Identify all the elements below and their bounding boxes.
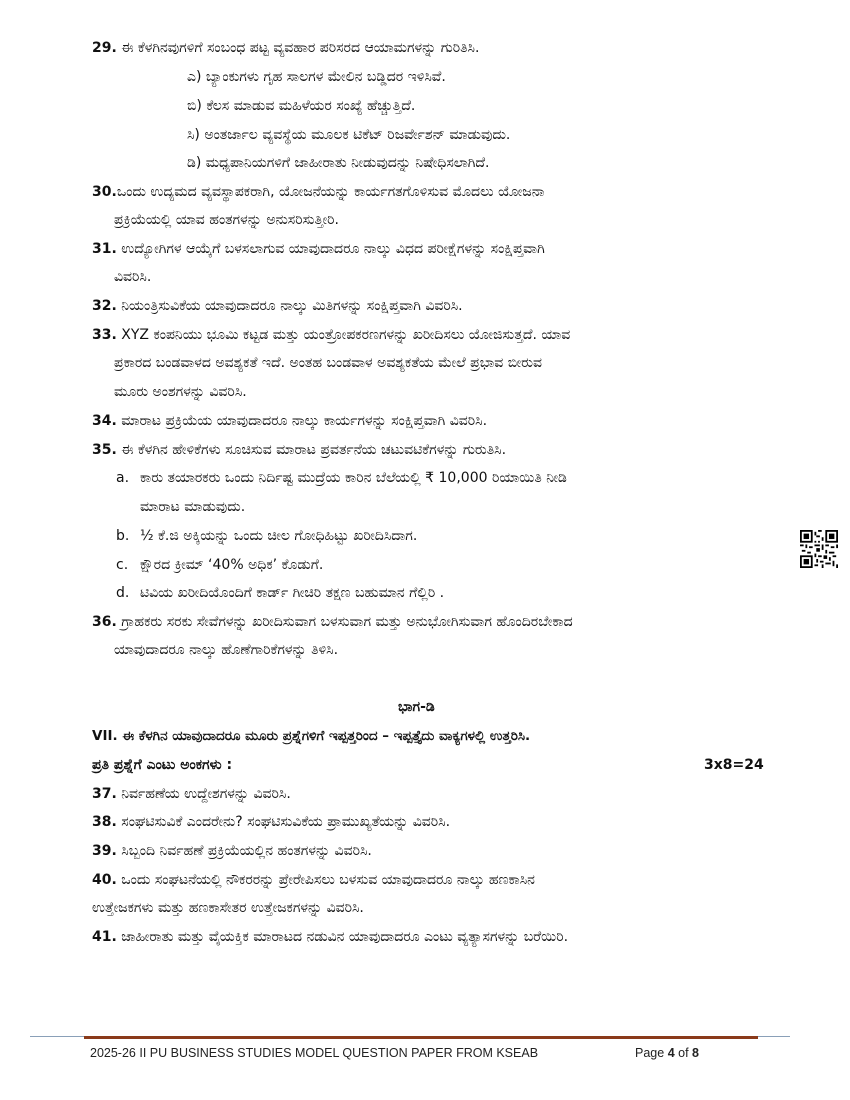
question-29 [92,38,479,58]
marks-value: 3x8=24 [704,757,764,773]
question-text: ಮಾರಾಟ ಪ್ರಕ್ರಿಯೆಯ ಯಾವುದಾದರೂ ನಾಲ್ಕು ಕಾರ್ಯಗಳನ್ನು ಸಂಕ್ಷಿಪ್ತವಾಗಿ ವಿವರಿಸಿ. [121,413,488,429]
question-39 [92,841,372,861]
question-number: 39. [92,843,117,859]
question-text: ಈ ಕೆಳಗಿನ ಹೇಳಿಕೆಗಳು ಸೂಚಿಸುವ ಮಾರಾಟ ಪ್ರವರ್ತನೆಯ ಚಟುವಟಿಕೆಗಳನ್ನು ಗುರುತಿಸಿ. [121,442,507,458]
page-total: 8 [692,1046,699,1060]
question-text: ಒಂದು ಸಂಘಟನೆಯಲ್ಲಿ ನೌಕರರನ್ನು ಪ್ರೇರೇಪಿಸಲು ಬಳಸುವ ಯಾವುದಾದರೂ ನಾಲ್ಕು ಹಣಕಾಸಿನ [121,872,535,888]
question-continuation: ಯಾವುದಾದರೂ ನಾಲ್ಕು ಹೊಣೆಗಾರಿಕೆಗಳನ್ನು ತಿಳಿಸಿ. [114,642,339,658]
question-number: 40. [92,872,117,888]
question-continuation: ವಿವರಿಸಿ. [114,269,152,285]
sub-item-label: c. [116,557,129,573]
of-label: of [678,1046,689,1060]
sub-item-text: ಟಿವಿಯ ಖರೀದಿಯೊಂದಿಗೆ ಕಾರ್ಡ್ ಗೀಚಿರಿ ತಕ್ಷಣ ಬಹುಮಾನ ಗೆಲ್ಲಿರಿ . [140,585,445,601]
question-number: 34. [92,413,117,429]
question-33 [92,325,570,345]
question-number: 29. [92,40,117,56]
sub-item-label: d. [116,585,130,601]
question-34 [92,411,487,431]
option-a: ಎ) ಬ್ಯಾಂಕುಗಳು ಗೃಹ ಸಾಲಗಳ ಮೇಲಿನ ಬಡ್ಡಿದರ ಇಳಿಸಿವೆ. [187,69,446,85]
sub-item-a [116,468,567,488]
question-text: ಸಂಘಟಿಸುವಿಕೆ ಎಂದರೇನು? ಸಂಘಟಿಸುವಿಕೆಯ ಪ್ರಾಮುಖ್ಯತೆಯನ್ನು ವಿವರಿಸಿ. [121,814,451,830]
qr-code-icon[interactable] [800,530,838,568]
question-32 [92,296,463,316]
question-number: 31. [92,241,117,257]
sub-item-label: a. [116,470,130,486]
sub-item-text: ಕ್ಷೌರದ ಕ್ರೀಮ್ ‘40% ಅಧಿಕ’ ಕೊಡುಗೆ. [140,557,324,573]
sub-item-text: ಕಾರು ತಯಾರಕರು ಒಂದು ನಿರ್ದಿಷ್ಟ ಮುದ್ರೆಯ ಕಾರಿನ ಬೆಲೆಯಲ್ಲಿ ₹ 10,000 ರಿಯಾಯಿತಿ ನೀಡಿ [140,470,567,486]
question-text: ನಿಯಂತ್ರಿಸುವಿಕೆಯ ಯಾವುದಾದರೂ ನಾಲ್ಕು ಮಿತಿಗಳನ್ನು ಸಂಕ್ಷಿಪ್ತವಾಗಿ ವಿವರಿಸಿ. [121,298,463,314]
question-37 [92,784,291,804]
question-text: XYZ ಕಂಪನಿಯು ಭೂಮಿ ಕಟ್ಟಡ ಮತ್ತು ಯಂತ್ರೋಪಕರಣಗಳನ್ನು ಖರೀದಿಸಲು ಯೋಜಿಸುತ್ತದೆ. ಯಾವ [121,327,571,343]
option-c: ಸಿ) ಅಂತರ್ಜಾಲ ವ್ಯವಸ್ಥೆಯ ಮೂಲಕ ಟಿಕೆಟ್ ರಿಜರ್ವೇಶನ್ ಮಾಡುವುದು. [187,127,511,143]
sub-item-text: ½ ಕೆ.ಜಿ ಅಕ್ಕಿಯನ್ನು ಒಂದು ಚೀಲ ಗೋಧಿಹಿಟ್ಟು ಖರೀದಿಸಿದಾಗ. [140,528,418,544]
question-35 [92,440,506,460]
question-30 [92,182,544,202]
question-number: 30. [92,184,117,200]
question-38 [92,812,450,832]
question-31 [92,239,545,259]
question-text: ಸಿಬ್ಬಂದಿ ನಿರ್ವಹಣೆ ಪ್ರಕ್ರಿಯೆಯಲ್ಲಿನ ಹಂತಗಳನ್ನು ವಿವರಿಸಿ. [121,843,372,859]
question-continuation: ಮೂರು ಅಂಶಗಳನ್ನು ವಿವರಿಸಿ. [114,384,247,400]
question-text: ನಿರ್ವಹಣೆಯ ಉದ್ದೇಶಗಳನ್ನು ವಿವರಿಸಿ. [121,786,291,802]
question-41 [92,927,568,947]
question-40 [92,870,535,890]
question-number: 41. [92,929,117,945]
footer-divider [84,1036,758,1039]
question-number: 32. [92,298,117,314]
question-text: ಈ ಕೆಳಗಿನವುಗಳಿಗೆ ಸಂಬಂಧ ಪಟ್ಟ ವ್ಯವಹಾರ ಪರಿಸರದ ಆಯಾಮಗಳನ್ನು ಗುರಿತಿಸಿ. [121,40,480,56]
question-continuation: ಪ್ರಕ್ರಿಯೆಯಲ್ಲಿ ಯಾವ ಹಂತಗಳನ್ನು ಅನುಸರಿಸುತ್ತೀರಿ. [114,212,339,228]
question-continuation: ಪ್ರಕಾರದ ಬಂಡವಾಳದ ಅವಶ್ಯಕತೆ ಇದೆ. ಅಂತಹ ಬಂಡವಾಳ ಅವಶ್ಯಕತೆಯ ಮೇಲೆ ಪ್ರಭಾವ ಬೀರುವ [114,355,542,371]
question-number: 38. [92,814,117,830]
question-text: ಒಂದು ಉದ್ಯಮದ ವ್ಯವಸ್ಥಾಪಕರಾಗಿ, ಯೋಜನೆಯನ್ನು ಕಾರ್ಯಗತಗೊಳಿಸುವ ಮೊದಲು ಯೋಜನಾ [116,184,545,200]
sub-item-d [116,583,444,603]
question-text: ಉದ್ಯೋಗಿಗಳ ಆಯ್ಕೆಗೆ ಬಳಸಲಾಗುವ ಯಾವುದಾದರೂ ನಾಲ್ಕು ವಿಧದ ಪರೀಕ್ಷೆಗಳನ್ನು ಸಂಕ್ಷಿಪ್ತವಾಗಿ [121,241,545,257]
page-indicator [635,1046,699,1060]
footer-title: 2025-26 II PU BUSINESS STUDIES MODEL QUESTION PAPER FROM KSEAB [90,1046,539,1060]
question-number: 35. [92,442,117,458]
page-number: 4 [667,1046,675,1060]
sub-item-c [116,555,323,575]
section-title: ಭಾಗ-ಡಿ [398,699,435,715]
option-d: ಡಿ) ಮಧ್ಯಪಾನಿಯಗಳಿಗೆ ಜಾಹೀರಾತು ನೀಡುವುದನ್ನು ನಿಷೇಧಿಸಲಾಗಿದೆ. [187,155,490,171]
question-text: ಜಾಹೀರಾತು ಮತ್ತು ವೈಯಕ್ತಿಕ ಮಾರಾಟದ ನಡುವಿನ ಯಾವುದಾದರೂ ಎಂಟು ವ್ಯತ್ಯಾಸಗಳನ್ನು ಬರೆಯಿರಿ. [121,929,569,945]
sub-item-continuation: ಮಾರಾಟ ಮಾಡುವುದು. [140,499,246,515]
section-heading: VII. ಈ ಕೆಳಗಿನ ಯಾವುದಾದರೂ ಮೂರು ಪ್ರಶ್ನೆಗಳಿಗೆ ಇಪ್ಪತ್ತರಿಂದ – ಇಪ್ಪತ್ತೈದು ವಾಕ್ಯಗಳಲ್ಲಿ ಉತ್ತರಿಸಿ. [92,728,531,744]
question-text: ಗ್ರಾಹಕರು ಸರಕು ಸೇವೆಗಳನ್ನು ಖರೀದಿಸುವಾಗ ಬಳಸುವಾಗ ಮತ್ತು ಅನುಭೋಗಿಸುವಾಗ ಹೊಂದಿರಬೇಕಾದ [121,614,573,630]
question-36 [92,612,573,632]
question-continuation: ಉತ್ತೇಜಕಗಳು ಮತ್ತು ಹಣಕಾಸೇತರ ಉತ್ತೇಜಕಗಳನ್ನು ವಿವರಿಸಿ. [92,900,364,916]
sub-item-b [116,526,417,546]
question-number: 33. [92,327,117,343]
page-label: Page [635,1046,665,1060]
marks-label: ಪ್ರತಿ ಪ್ರಶ್ನೆಗೆ ಎಂಟು ಅಂಕಗಳು : [92,757,233,773]
question-number: 37. [92,786,117,802]
sub-item-label: b. [116,528,130,544]
option-b: ಬಿ) ಕೆಲಸ ಮಾಡುವ ಮಹಿಳೆಯರ ಸಂಖ್ಯೆ ಹೆಚ್ಚುತ್ತಿದೆ. [187,98,416,114]
question-number: 36. [92,614,117,630]
